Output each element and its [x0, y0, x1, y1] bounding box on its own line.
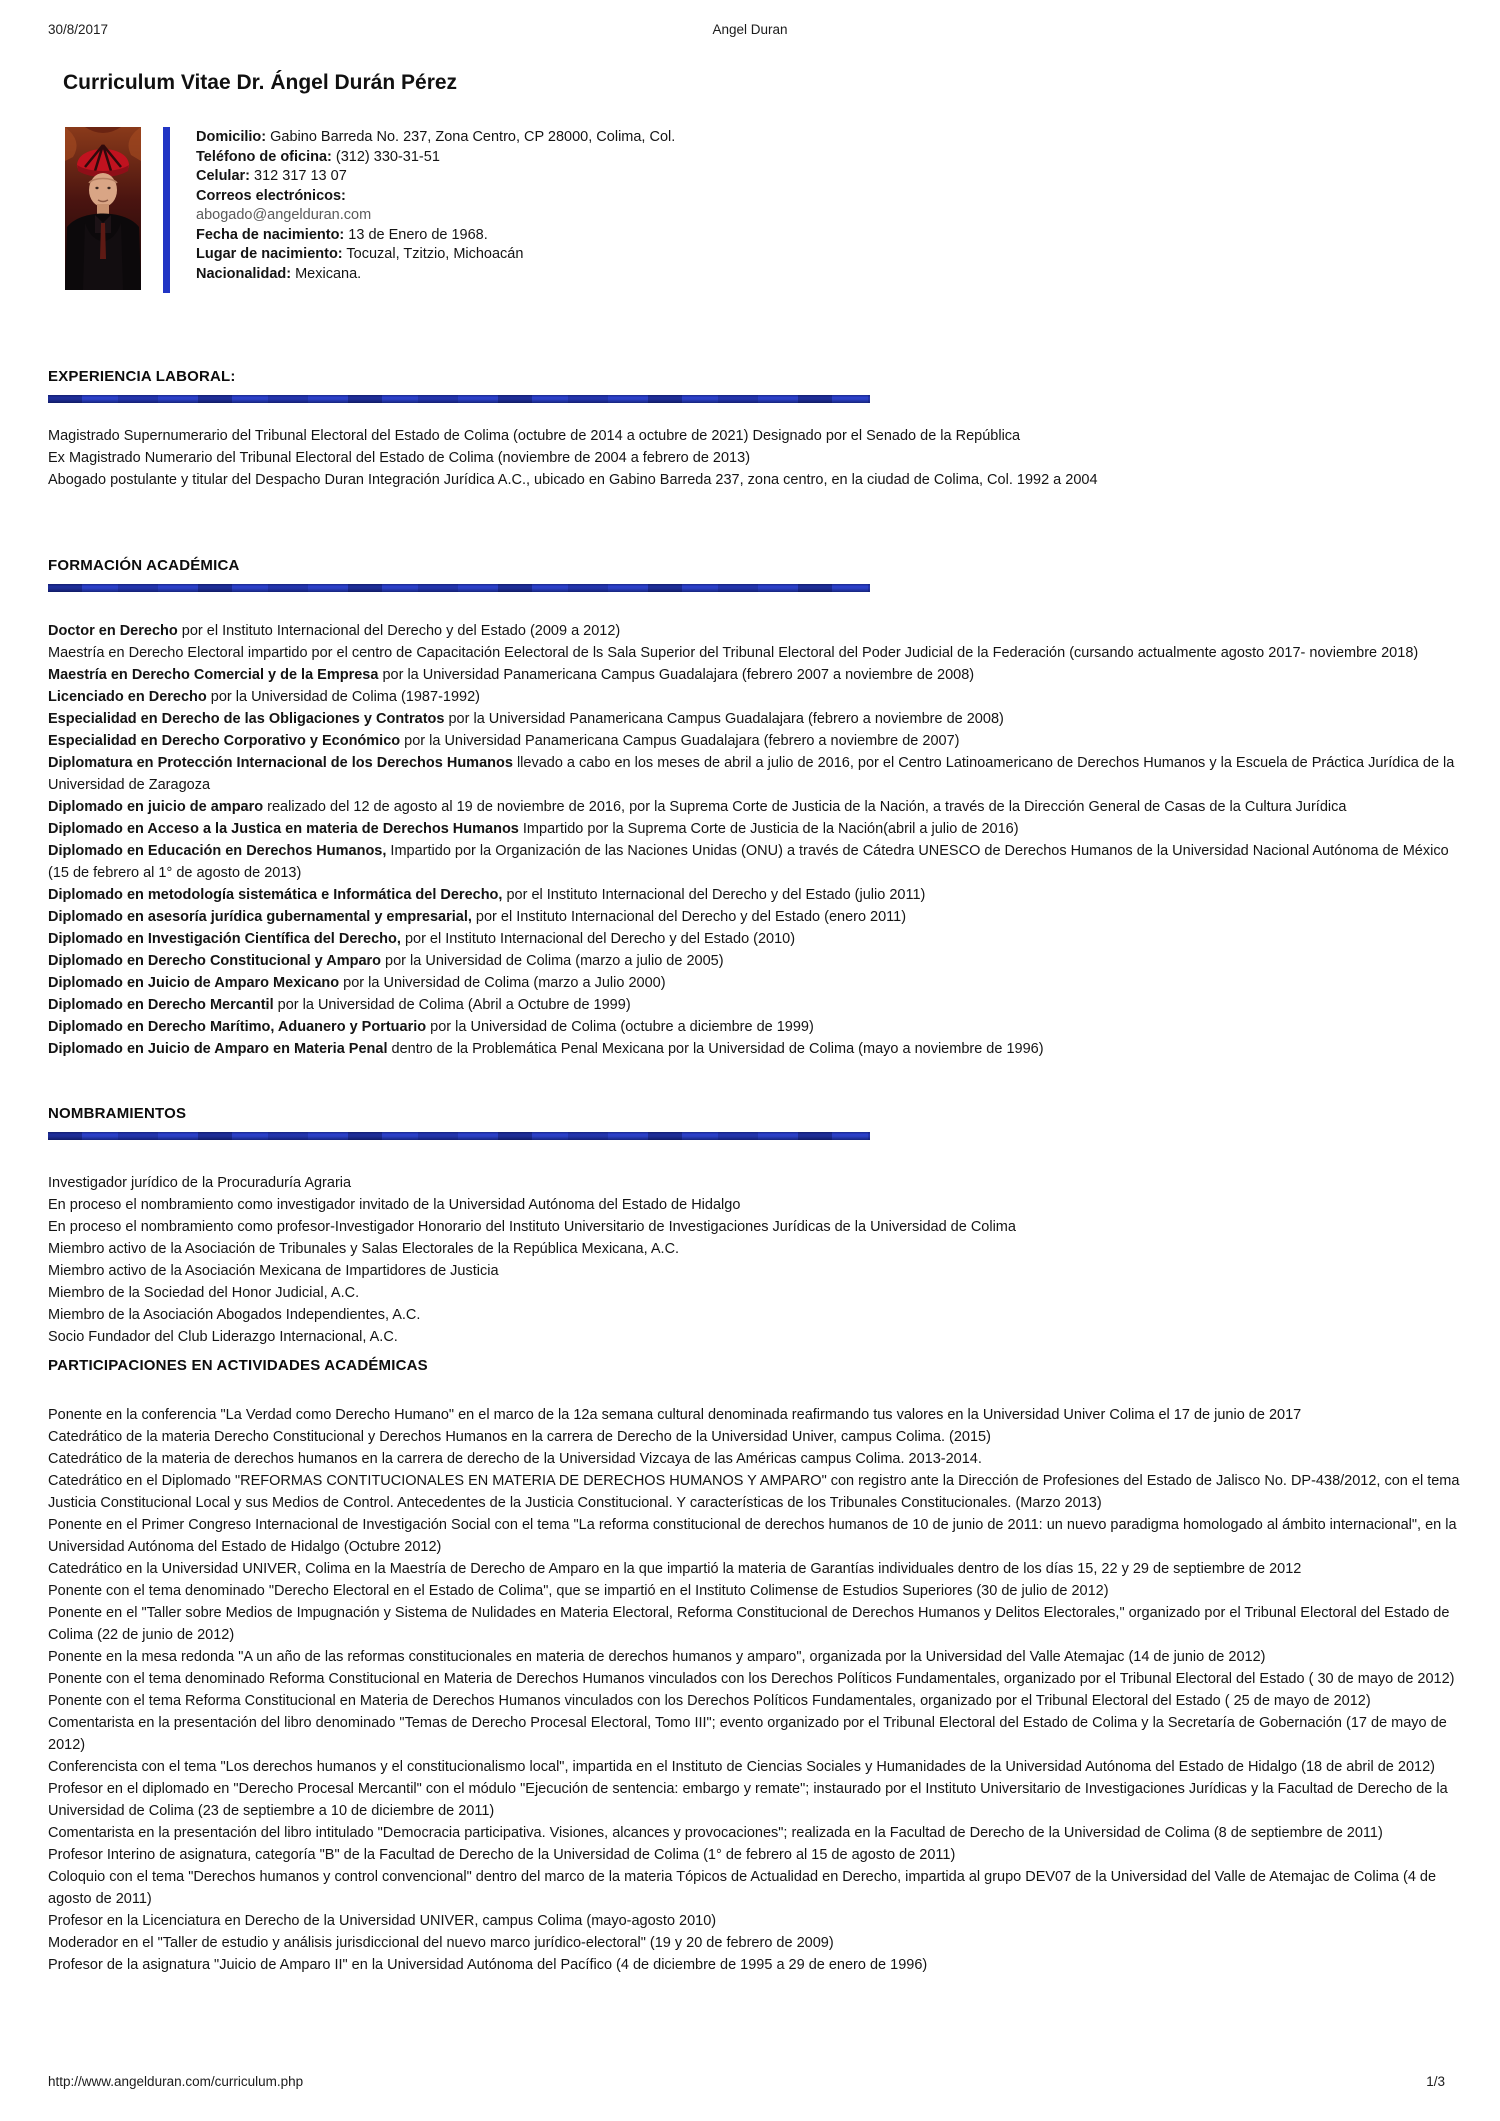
education-item: [48, 840, 1460, 884]
section-divider: [48, 584, 870, 592]
photo-accent-bar: [163, 127, 170, 293]
education-item-title: Maestría en Derecho Comercial y de la Empresa: [48, 667, 379, 683]
education-item: [48, 796, 1460, 818]
education-item-detail: Maestría en Derecho Electoral impartido por el centro de Capacitación Eelectoral de ls Sala Superior del Tribunal Electoral del Poder Judicial de la Federación (cursando actualmente agosto 2017- noviembre 2018): [48, 645, 1419, 661]
education-item: [48, 620, 1460, 642]
education-item-detail: por la Universidad de Colima (Abril a Octubre de 1999): [273, 997, 631, 1013]
education-item-title: Especialidad en Derecho de las Obligaciones y Contratos: [48, 711, 445, 727]
activity-item: Ponente en la conferencia "La Verdad como Derecho Humano" en el marco de la 12a semana cultural denominada reafirmando tus valores en la Universidad Univer Colima el 17 de junio de 2017: [48, 1407, 1302, 1423]
education-item-title: Diplomado en Derecho Constitucional y Amparo: [48, 953, 382, 969]
contact-line: [196, 187, 675, 207]
contact-line: [196, 226, 675, 246]
activity-item: Comentarista en la presentación del libro denominado "Temas de Derecho Procesal Electoral, Tomo III"; evento organizado por el Tribunal Electoral del Estado de Colima y la Secretaría de Gobernación (17 de mayo de 2012): [48, 1715, 1447, 1753]
section-heading: EXPERIENCIA LABORAL:: [48, 368, 236, 385]
education-item-detail: por la Universidad Panamericana Campus Guadalajara (febrero a noviembre de 2007): [400, 733, 960, 749]
contact-value: 312 317 13 07: [250, 168, 347, 184]
education-item-detail: por el Instituto Internacional del Derecho y del Estado (julio 2011): [502, 887, 926, 903]
contact-value: Gabino Barreda No. 237, Zona Centro, CP 28000, Colima, Col.: [266, 129, 676, 145]
education-item: [48, 972, 1460, 994]
experience-item: Ex Magistrado Numerario del Tribunal Electoral del Estado de Colima (noviembre de 2004 a febrero de 2013): [48, 450, 751, 466]
contact-lines-top: [196, 128, 675, 206]
activity-item: Profesor en la Licenciatura en Derecho de la Universidad UNIVER, campus Colima (mayo-agosto 2010): [48, 1913, 717, 1929]
experience-item: Abogado postulante y titular del Despacho Duran Integración Jurídica A.C., ubicado en Gabino Barreda 237, zona centro, en la ciudad de Colima, Col. 1992 a 2004: [48, 472, 1098, 488]
appointment-item: En proceso el nombramiento como profesor-Investigador Honorario del Instituto Universitario de Investigaciones Jurídicas de la Universidad de Colima: [48, 1219, 1016, 1235]
education-item-detail: por el Instituto Internacional del Derecho y del Estado (2009 a 2012): [177, 623, 621, 639]
education-item-detail: por el Instituto Internacional del Derecho y del Estado (enero 2011): [471, 909, 907, 925]
appointment-item: Socio Fundador del Club Liderazgo Internacional, A.C.: [48, 1329, 398, 1345]
activity-item: Comentarista en la presentación del libro intitulado "Democracia participativa. Visiones, alcances y provocaciones"; realizada en la Facultad de Derecho de la Universidad de Colima (8 de septiembre de 2011): [48, 1825, 1383, 1841]
education-item: [48, 752, 1460, 796]
contact-label: Nacionalidad:: [196, 265, 292, 282]
education-item-detail: por la Universidad de Colima (marzo a Julio 2000): [339, 975, 666, 991]
education-item: [48, 642, 1460, 664]
education-item: [48, 884, 1460, 906]
page-title: Curriculum Vitae Dr. Ángel Durán Pérez: [63, 71, 458, 94]
education-item: [48, 686, 1460, 708]
activity-item: Ponente en la mesa redonda "A un año de las reformas constitucionales en materia de derechos humanos y amparo", organizada por la Universidad del Valle Atemajac (14 de junio de 2012): [48, 1649, 1266, 1665]
activity-item: Conferencista con el tema "Los derechos humanos y el constitucionalismo local", impartida en el Instituto de Ciencias Sociales y Humanidades de la Universidad Autónoma del Estado de Hidalgo (18 de abril de 2012): [48, 1759, 1435, 1775]
activity-item: Catedrático de la materia Derecho Constitucional y Derechos Humanos en la carrera de Derecho de la Universidad Univer, campus Colima. (2015): [48, 1429, 991, 1445]
education-item-title: Diplomado en metodología sistemática e Informática del Derecho,: [48, 887, 503, 903]
education-item-detail: por la Universidad Panamericana Campus Guadalajara (febrero a noviembre de 2008): [444, 711, 1004, 727]
education-item-detail: Impartido por la Suprema Corte de Justicia de la Nación(abril a julio de 2016): [518, 821, 1019, 837]
contact-label: Domicilio:: [196, 129, 267, 145]
section-heading: FORMACIÓN ACADÉMICA: [48, 557, 240, 574]
contact-value: Tocuzal, Tzitzio, Michoacán: [342, 246, 524, 262]
contact-label: Teléfono de oficina:: [196, 148, 332, 165]
portrait-photo: [65, 127, 141, 290]
print-header: [48, 22, 1452, 40]
education-item-title: Diplomado en asesoría jurídica gubernamental y empresarial,: [48, 909, 472, 925]
footer-url[interactable]: http://www.angelduran.com/curriculum.php: [48, 2074, 304, 2089]
contact-line: [196, 167, 675, 187]
appointment-item: Miembro activo de la Asociación de Tribunales y Salas Electorales de la República Mexicana, A.C.: [48, 1241, 680, 1257]
section-heading: NOMBRAMIENTOS: [48, 1105, 187, 1122]
activity-item: Catedrático de la materia de derechos humanos en la carrera de derecho de la Universidad Vizcaya de las Américas campus Colima. 2013-2014.: [48, 1451, 982, 1467]
contact-value: 13 de Enero de 1968.: [344, 226, 488, 243]
section-experiencia-laboral: [48, 368, 1460, 491]
education-item: [48, 818, 1460, 840]
section-divider: [48, 1132, 870, 1140]
education-item: [48, 1016, 1460, 1038]
contact-line: [196, 265, 675, 285]
activity-item: Ponente con el tema denominado Reforma Constitucional en Materia de Derechos Humanos vinculados con los Derechos Políticos Fundamentales, organizado por el Tribunal Electoral del Estado ( 30 de mayo de 2012): [48, 1671, 1455, 1687]
email-link[interactable]: abogado@angelduran.com: [196, 207, 372, 223]
education-item-title: Diplomado en Derecho Mercantil: [48, 997, 274, 1013]
contact-label: Lugar de nacimiento:: [196, 246, 343, 262]
section-formacion-academica: [48, 557, 1460, 1060]
education-item-detail: por el Instituto Internacional del Derecho y del Estado (2010): [400, 931, 796, 947]
education-item-detail: por la Universidad de Colima (marzo a julio de 2005): [381, 953, 724, 969]
education-item-detail: dentro de la Problemática Penal Mexicana por la Universidad de Colima (mayo a noviembre de 1996): [387, 1041, 1044, 1057]
education-item-title: Diplomado en Juicio de Amparo en Materia Penal: [48, 1041, 388, 1057]
education-item-title: Diplomado en Acceso a la Justica en materia de Derechos Humanos: [48, 821, 519, 837]
experience-item: Magistrado Supernumerario del Tribunal Electoral del Estado de Colima (octubre de 2014 a octubre de 2021) Designado por el Senado de la República: [48, 428, 1021, 444]
education-item: [48, 730, 1460, 752]
appointment-item: Miembro de la Sociedad del Honor Judicial, A.C.: [48, 1285, 360, 1301]
contact-line: [196, 148, 675, 168]
activity-item: Catedrático en el Diplomado "REFORMAS CONTITUCIONALES EN MATERIA DE DERECHOS HUMANOS Y AMPARO" con registro ante la Dirección de Profesiones del Estado de Jalisco No. DP-438/2012, con el tema Justicia Constitucional Local y sus Medios de Control. Antecedentes de la Justicia Constitucional. Y características de los Tribunales Constitucionales. (Marzo 2013): [48, 1473, 1460, 1511]
education-item-title: Diplomado en juicio de amparo: [48, 799, 264, 815]
education-item-title: Diplomado en Educación en Derechos Humanos,: [48, 843, 387, 859]
profile-block: [65, 127, 675, 293]
contact-label: Fecha de nacimiento:: [196, 226, 345, 243]
section-heading: PARTICIPACIONES EN ACTIVIDADES ACADÉMICAS: [48, 1357, 428, 1374]
education-item-detail: llevado a cabo en los meses de abril a julio de 2016, por el Centro Latinoamericano de Derechos Humanos y la Escuela de Práctica Jurídica de la Universidad de Zaragoza: [48, 755, 1455, 793]
activity-item: Profesor Interino de asignatura, categoría "B" de la Facultad de Derecho de la Universidad de Colima (1° de febrero al 15 de agosto de 2011): [48, 1847, 956, 1863]
contact-label: Correos electrónicos:: [196, 187, 346, 204]
education-item: [48, 1038, 1460, 1060]
appointment-item: En proceso el nombramiento como investigador invitado de la Universidad Autónoma del Estado de Hidalgo: [48, 1197, 741, 1213]
activity-item: Profesor de la asignatura "Juicio de Amparo II" en la Universidad Autónoma del Pacífico (4 de diciembre de 1995 a 29 de enero de 1996): [48, 1957, 928, 1973]
contact-value: Mexicana.: [291, 265, 362, 282]
education-item-detail: por la Universidad Panamericana Campus Guadalajara (febrero 2007 a noviembre de 2008): [378, 667, 975, 683]
education-item: [48, 994, 1460, 1016]
contact-block: [196, 127, 675, 284]
education-item-title: Diplomado en Investigación Científica del Derecho,: [48, 931, 401, 947]
print-footer: [48, 2074, 1445, 2089]
education-item-detail: realizado del 12 de agosto al 19 de noviembre de 2016, por la Suprema Corte de Justicia de la Nación, a través de la Dirección General de Casas de la Cultura Jurídica: [263, 799, 1347, 815]
activity-item: Ponente en el "Taller sobre Medios de Impugnación y Sistema de Nulidades en Materia Electoral, Reforma Constitucional de Derechos Humanos y Delitos Electorales," organizado por el Tribunal Electoral del Estado de Colima (22 de junio de 2012): [48, 1605, 1450, 1643]
section-participaciones-academicas: [48, 1357, 1460, 1976]
print-header-title: Angel Duran: [712, 22, 788, 37]
activities-list: [48, 1404, 1460, 1976]
experience-list: [48, 425, 1460, 491]
section-divider: [48, 395, 870, 403]
education-item-detail: por la Universidad de Colima (octubre a diciembre de 1999): [426, 1019, 814, 1035]
education-item-title: Diplomatura en Protección Internacional de los Derechos Humanos: [48, 755, 513, 771]
appointment-item: Miembro de la Asociación Abogados Independientes, A.C.: [48, 1307, 421, 1323]
page-number: 1/3: [1426, 2074, 1445, 2089]
education-item-title: Diplomado en Juicio de Amparo Mexicano: [48, 975, 340, 991]
education-item: [48, 664, 1460, 686]
contact-lines-bottom: [196, 226, 675, 285]
contact-line: [196, 245, 675, 265]
education-item-title: Diplomado en Derecho Marítimo, Aduanero y Portuario: [48, 1019, 427, 1035]
education-item-detail: Impartido por la Organización de las Naciones Unidas (ONU) a través de Cátedra UNESCO de Derechos Humanos de la Universidad Nacional Autónoma de México (15 de febrero al 1° de agosto de 2013): [48, 843, 1449, 881]
appointments-list: [48, 1172, 1460, 1348]
appointment-item: Investigador jurídico de la Procuraduría Agraria: [48, 1175, 352, 1191]
activity-item: Ponente con el tema denominado "Derecho Electoral en el Estado de Colima", que se impartió en el Instituto Colimense de Estudios Superiores (30 de julio de 2012): [48, 1583, 1109, 1599]
education-item-title: Especialidad en Derecho Corporativo y Económico: [48, 733, 401, 749]
activity-item: Coloquio con el tema "Derechos humanos y control convencional" dentro del marco de la materia Tópicos de Actualidad en Derecho, impartida al grupo DEV07 de la Universidad del Valle de Atemajac de Colima (4 de agosto de 2011): [48, 1869, 1437, 1907]
education-item: [48, 708, 1460, 730]
education-item: [48, 950, 1460, 972]
activity-item: Profesor en el diplomado en "Derecho Procesal Mercantil" con el módulo "Ejecución de sentencia: embargo y remate"; instaurado por el Instituto Universitario de Investigaciones Jurídicas y la Facultad de Derecho de la Universidad de Colima (23 de septiembre a 10 de diciembre de 2011): [48, 1781, 1448, 1819]
contact-label: Celular:: [196, 168, 250, 184]
education-list: [48, 620, 1460, 1060]
section-nombramientos: [48, 1105, 1460, 1348]
activity-item: Ponente en el Primer Congreso Internacional de Investigación Social con el tema "La reforma constitucional de derechos humanos de 10 de junio de 2011: un nuevo paradigma homologado al ámbito internacional", en la Universidad Autónoma del Estado de Hidalgo (Octubre 2012): [48, 1517, 1457, 1555]
education-item: [48, 906, 1460, 928]
activity-item: Catedrático en la Universidad UNIVER, Colima en la Maestría de Derecho de Amparo en la que impartió la materia de Garantías individuales dentro de los días 15, 22 y 29 de septiembre de 2012: [48, 1561, 1302, 1577]
contact-line: [196, 128, 675, 148]
education-item-title: Doctor en Derecho: [48, 623, 178, 639]
appointment-item: Miembro activo de la Asociación Mexicana de Impartidores de Justicia: [48, 1263, 499, 1279]
education-item-detail: por la Universidad de Colima (1987-1992): [206, 689, 480, 705]
print-date: 30/8/2017: [48, 22, 109, 37]
activity-item: Moderador en el "Taller de estudio y análisis jurisdiccional del nuevo marco jurídico-electoral" (19 y 20 de febrero de 2009): [48, 1935, 834, 1951]
education-item: [48, 928, 1460, 950]
education-item-title: Licenciado en Derecho: [48, 689, 207, 705]
contact-value: (312) 330-31-51: [331, 148, 440, 165]
activity-item: Ponente con el tema Reforma Constitucional en Materia de Derechos Humanos vinculados con los Derechos Políticos Fundamentales, organizado por el Tribunal Electoral del Estado ( 25 de mayo de 2012): [48, 1693, 1371, 1709]
